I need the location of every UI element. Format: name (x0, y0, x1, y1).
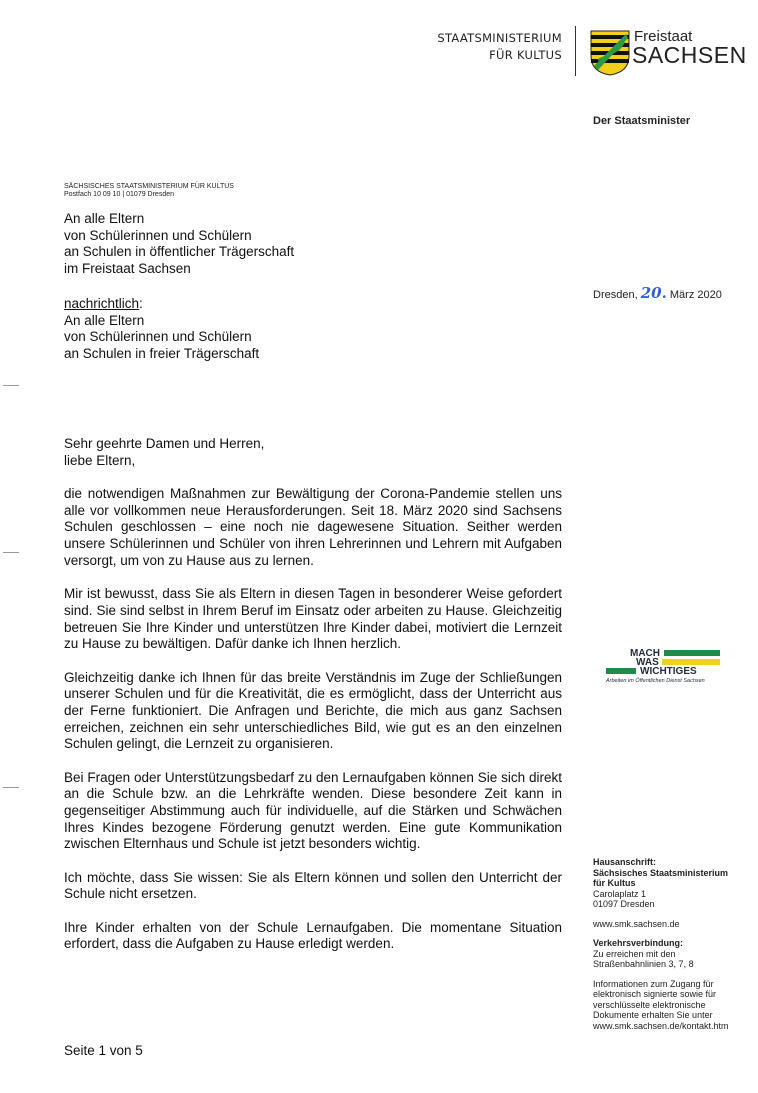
info-line1: Informationen zum Zugang für (593, 978, 714, 989)
transport-line1: Zu erreichen mit den (593, 948, 676, 959)
cc-colon: : (139, 296, 143, 311)
campaign-word3: WICHTIGES (640, 666, 697, 677)
contact-link[interactable]: www.smk.sachsen.de/kontakt.htm (593, 1020, 729, 1031)
info-line4: Dokumente erhalten Sie unter (593, 1010, 713, 1020)
letter-date (593, 284, 722, 302)
body-paragraph: Mir ist bewusst, dass Sie als Eltern in diesen Tagen in besonderer Weise gefordert sind. Sie sind selbst in Ihrem Beruf im Einsatz oder arbeiten zu Hause. Gleichzeitig betreuen Sie Ihre Kinder und unterstützen Ihre Kinder dabei, motiviert die Lernzeit zu Hause zu bewältigen. Dafür danke ich Ihnen herzlich. (64, 586, 562, 652)
campaign-word2: WAS (636, 657, 659, 668)
salutation-line1: Sehr geehrte Damen und Herren, (64, 436, 265, 451)
body-paragraph: Ich möchte, dass Sie wissen: Sie als Eltern können und sollen den Unterricht der Schule nicht ersetzen. (64, 869, 562, 902)
letter-body (64, 436, 562, 970)
ministry-name-line2: FÜR KULTUS (489, 48, 562, 62)
ministry-name-line1: STAATSMINISTERIUM (437, 31, 562, 45)
ministry-name (392, 30, 562, 64)
address-heading: Hausanschrift: (593, 857, 657, 867)
date-month-year: März 2020 (669, 289, 722, 301)
info-line3: verschlüsselte elektronische (593, 999, 706, 1010)
cc-line: an Schulen in freier Trägerschaft (64, 345, 260, 361)
body-paragraph: Bei Fragen oder Unterstützungsbedarf zu den Lernaufgaben können Sie sich direkt an die Schule bzw. an die Lehrkräfte wenden. Diese besondere Zeit kann in gegenseitiger Abstimmung auch für individuelle, auf die Stärken und Schwächen Ihres Kindes bezogene Förderung genutzt werden. Eine gute Kommunikation zwischen Elternhaus und Schule ist jetzt besonders wichtig. (64, 769, 562, 852)
cc-line: von Schülerinnen und Schülern (64, 329, 252, 344)
campaign-word1: MACH (630, 648, 660, 659)
address-street: Carolaplatz 1 (593, 888, 647, 899)
body-paragraph: Ihre Kinder erhalten von der Schule Lernaufgaben. Die momentane Situation erfordert, dass die Aufgaben zu Hause erledigt werden. (64, 919, 562, 952)
cc-address (64, 296, 259, 362)
campaign-logo (606, 648, 722, 688)
campaign-green-bar-left (606, 668, 636, 674)
recipient-line: An alle Eltern (64, 211, 145, 226)
position-title: Der Staatsminister (593, 115, 691, 127)
date-city: Dresden, (593, 289, 638, 301)
body-paragraph: die notwendigen Maßnahmen zur Bewältigung der Corona-Pandemie stellen uns alle vor vollkommen neue Herausforderungen. Seit 18. März 2020 sind Sachsens Schulen geschlossen – eine noch nie dagewesene Situation. Seither werden unsere Schülerinnen und Schüler von ihren Lehrerinnen und Lehrern mit Aufgaben versorgt, um von zu Hause aus zu lernen. (64, 486, 562, 568)
fold-mark (3, 787, 19, 788)
recipient-line: von Schülerinnen und Schülern (64, 227, 252, 243)
cc-label-row (64, 296, 259, 313)
campaign-yellow-bar (662, 659, 720, 665)
info-line2: elektronisch signierte sowie für (593, 989, 717, 999)
state-name-line1: Freistaat (634, 28, 693, 45)
recipient-address (64, 211, 294, 277)
address-name-line1: Sächsisches Staatsministerium (593, 867, 729, 878)
recipient-line: an Schulen in öffentlicher Trägerschaft (64, 244, 295, 259)
fold-mark (3, 552, 19, 553)
saxony-coat-of-arms-icon (590, 30, 630, 76)
salutation (64, 436, 562, 469)
website-link[interactable]: www.smk.sachsen.de (593, 918, 680, 929)
state-name-line2: SACHSEN (632, 42, 747, 68)
sender-return-address (64, 183, 234, 199)
transport-line2: Straßenbahnlinien 3, 7, 8 (593, 959, 694, 969)
sender-line2: Postfach 10 09 10 | 01079 Dresden (64, 191, 175, 198)
cc-line: An alle Eltern (64, 312, 145, 328)
transport-heading: Verkehrsverbindung: (593, 938, 684, 948)
fold-mark (3, 385, 19, 386)
salutation-line2: liebe Eltern, (64, 452, 136, 468)
recipient-line: im Freistaat Sachsen (64, 260, 191, 276)
campaign-tagline: Arbeiten im Öffentlichen Dienst Sachsen (606, 678, 705, 684)
body-paragraph: Gleichzeitig danke ich Ihnen für das breite Verständnis im Zuge der Schließungen unserer Schulen und für die Kreativität, die es ermöglicht, dass der Unterricht aus der Ferne funktioniert. Die Anfragen und Berichte, die mich aus ganz Sachsen erreichen, zeichnen ein sehr unterschiedliches Bild, wie gut es an den einzelnen Schulen gelingt, die Lernzeit zu organisieren. (64, 669, 562, 752)
campaign-green-bar (664, 650, 720, 656)
contact-sidebar (593, 857, 743, 1031)
address-city: 01097 Dresden (593, 899, 655, 909)
address-name-line2: für Kultus (593, 878, 636, 888)
logo-divider (575, 26, 576, 76)
sender-line1: SÄCHSISCHES STAATSMINISTERIUM FÜR KULTUS (64, 183, 234, 190)
cc-label: nachrichtlich (64, 296, 140, 311)
page-number: Seite 1 von 5 (64, 1043, 143, 1058)
date-day-handwritten: 20. (640, 284, 667, 302)
